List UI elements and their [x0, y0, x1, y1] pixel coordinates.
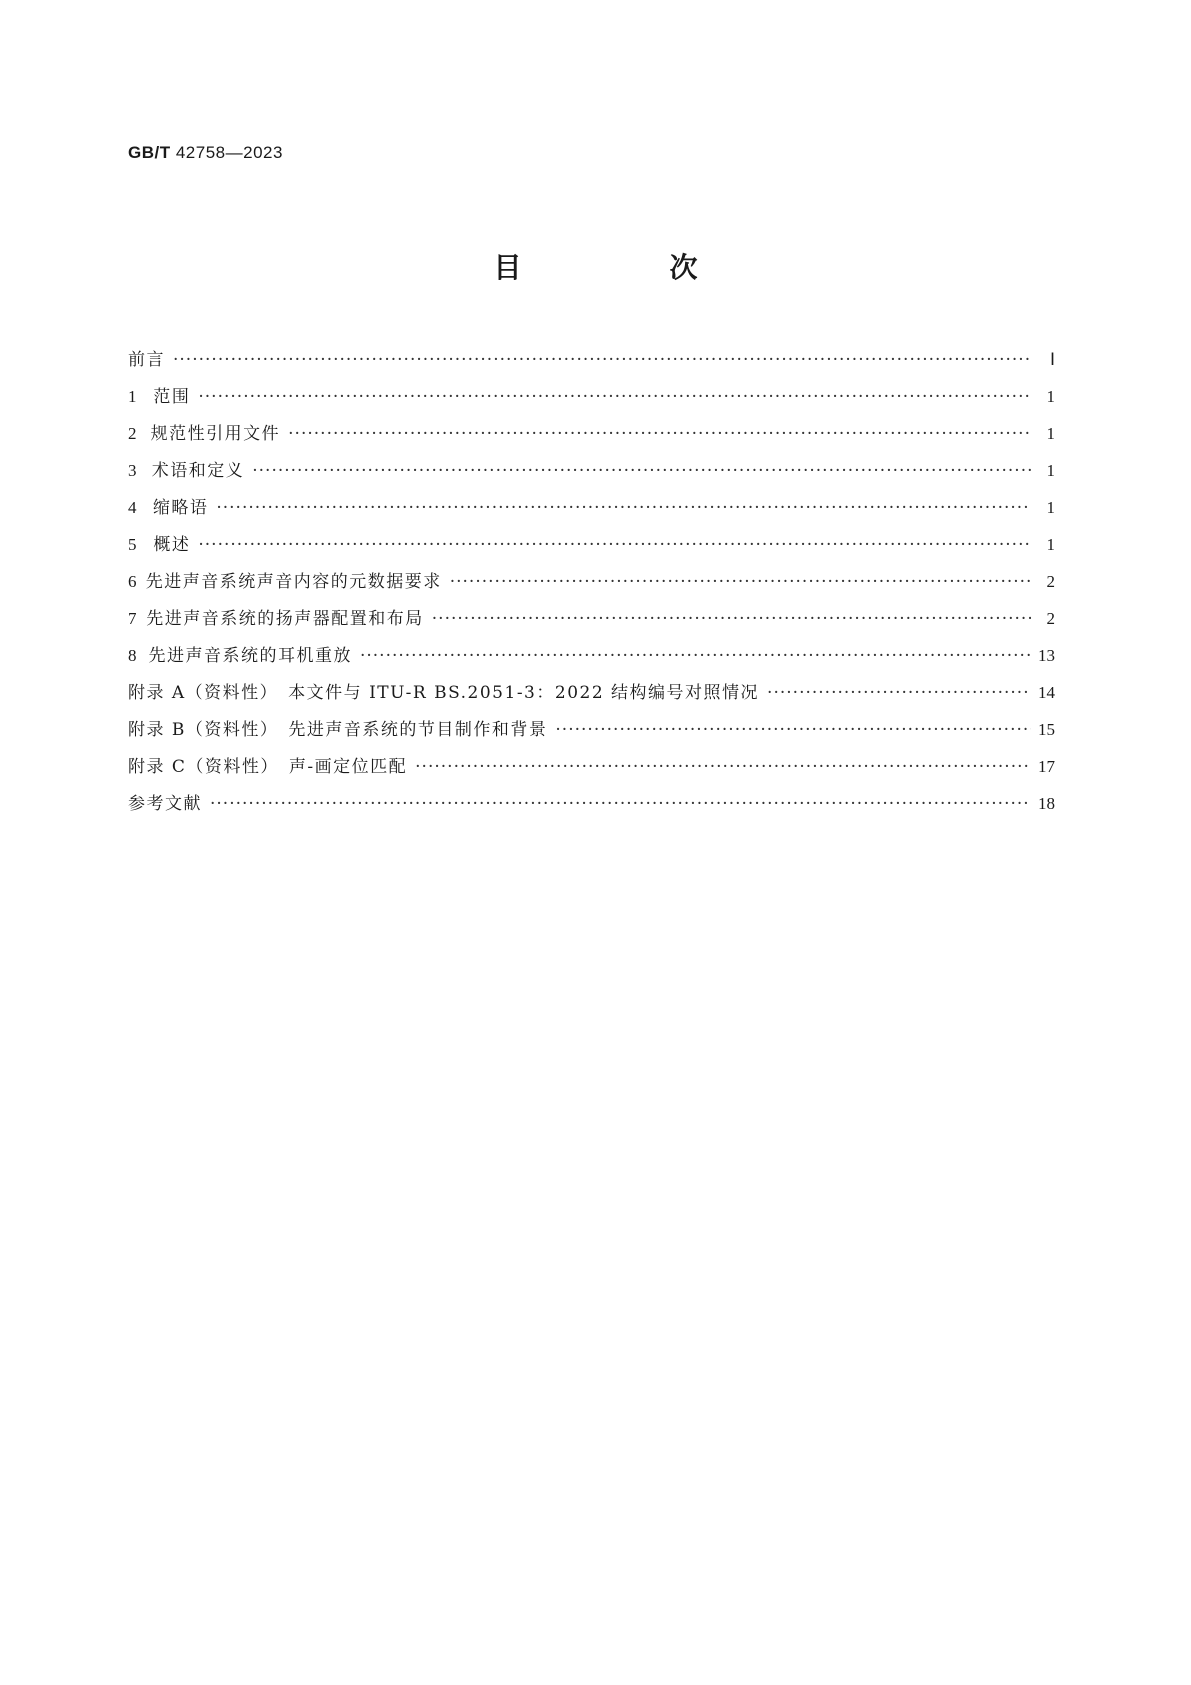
toc-leader-dots — [252, 461, 1031, 481]
toc-leader-dots — [288, 424, 1031, 444]
toc-entry-label: 先进声音系统的扬声器配置和布局 — [146, 609, 424, 629]
toc-leader-dots — [210, 794, 1031, 814]
toc-entry-number: 7 — [128, 609, 137, 628]
toc-entry-page: 1 — [1046, 424, 1055, 443]
toc-entry-number: 2 — [128, 424, 137, 443]
toc-leader-dots — [360, 646, 1031, 666]
toc-leader-dots — [198, 535, 1031, 555]
toc-leader-dots — [767, 683, 1031, 703]
toc-entry-label: 附录 A（资料性） 本文件与 ITU-R BS.2051-3：2022 结构编号对照情况 — [128, 683, 760, 703]
toc-entry[interactable] — [128, 419, 1055, 456]
toc-entry-page: 1 — [1046, 498, 1055, 517]
toc-leader-dots — [173, 350, 1031, 370]
toc-entry[interactable] — [128, 345, 1055, 382]
toc-entry-number: 6 — [128, 572, 137, 591]
toc-leader-dots — [216, 498, 1031, 518]
toc-entry[interactable] — [128, 567, 1055, 604]
document-code-number: 42758—2023 — [175, 143, 283, 162]
toc-entry-label: 前言 — [128, 350, 165, 370]
toc-entry-number: 4 — [128, 498, 137, 517]
toc-entry[interactable] — [128, 604, 1055, 641]
toc-entry-label: 概述 — [153, 535, 191, 555]
toc-entry[interactable] — [128, 789, 1055, 826]
toc-entry-page: 17 — [1038, 757, 1055, 776]
toc-entry[interactable] — [128, 641, 1055, 678]
toc-entry-number: 8 — [128, 646, 137, 665]
toc-entry-label: 缩略语 — [152, 498, 209, 518]
toc-entry-page: 18 — [1038, 794, 1055, 813]
toc-entry-number: 5 — [128, 535, 137, 554]
toc-entry-page: 2 — [1046, 572, 1055, 591]
toc-entry[interactable] — [128, 493, 1055, 530]
toc-leader-dots — [450, 572, 1031, 592]
toc-entry-label: 规范性引用文件 — [150, 424, 281, 444]
toc-entry-page: 1 — [1046, 461, 1055, 480]
toc-entry-label: 术语和定义 — [151, 461, 245, 481]
toc-leader-dots — [198, 387, 1031, 407]
toc-entry[interactable] — [128, 752, 1055, 789]
toc-entry-label: 附录 C（资料性） 声-画定位匹配 — [128, 757, 408, 777]
toc-leader-dots — [432, 609, 1031, 629]
toc-entry-label: 先进声音系统的耳机重放 — [148, 646, 352, 666]
toc-entry-label: 参考文献 — [128, 794, 202, 814]
toc-entry-page: 14 — [1038, 683, 1055, 702]
toc-entry[interactable] — [128, 382, 1055, 419]
toc-entry-page: Ⅰ — [1049, 350, 1055, 369]
toc-entry-label: 附录 B（资料性） 先进声音系统的节目制作和背景 — [128, 720, 548, 740]
toc-entry[interactable] — [128, 530, 1055, 567]
toc-entry-label: 先进声音系统声音内容的元数据要求 — [145, 572, 442, 592]
toc-entry-page: 13 — [1038, 646, 1055, 665]
toc-entry-page: 1 — [1046, 535, 1055, 554]
toc-leader-dots — [415, 757, 1031, 777]
toc-entry-label: 范围 — [153, 387, 191, 407]
document-code-prefix: GB/T — [128, 143, 171, 162]
page-title: 目 次 — [493, 251, 758, 284]
toc-leader-dots — [555, 720, 1031, 740]
toc-entry-page: 2 — [1046, 609, 1055, 628]
toc-entry[interactable] — [128, 456, 1055, 493]
toc-entry[interactable] — [128, 678, 1055, 715]
toc-entry-page: 15 — [1038, 720, 1055, 739]
toc-entry-number: 3 — [128, 461, 137, 480]
document-code — [128, 143, 283, 163]
toc-entry[interactable] — [128, 715, 1055, 752]
toc-entry-page: 1 — [1046, 387, 1055, 406]
toc-entry-number: 1 — [128, 387, 137, 406]
table-of-contents — [128, 345, 1055, 826]
